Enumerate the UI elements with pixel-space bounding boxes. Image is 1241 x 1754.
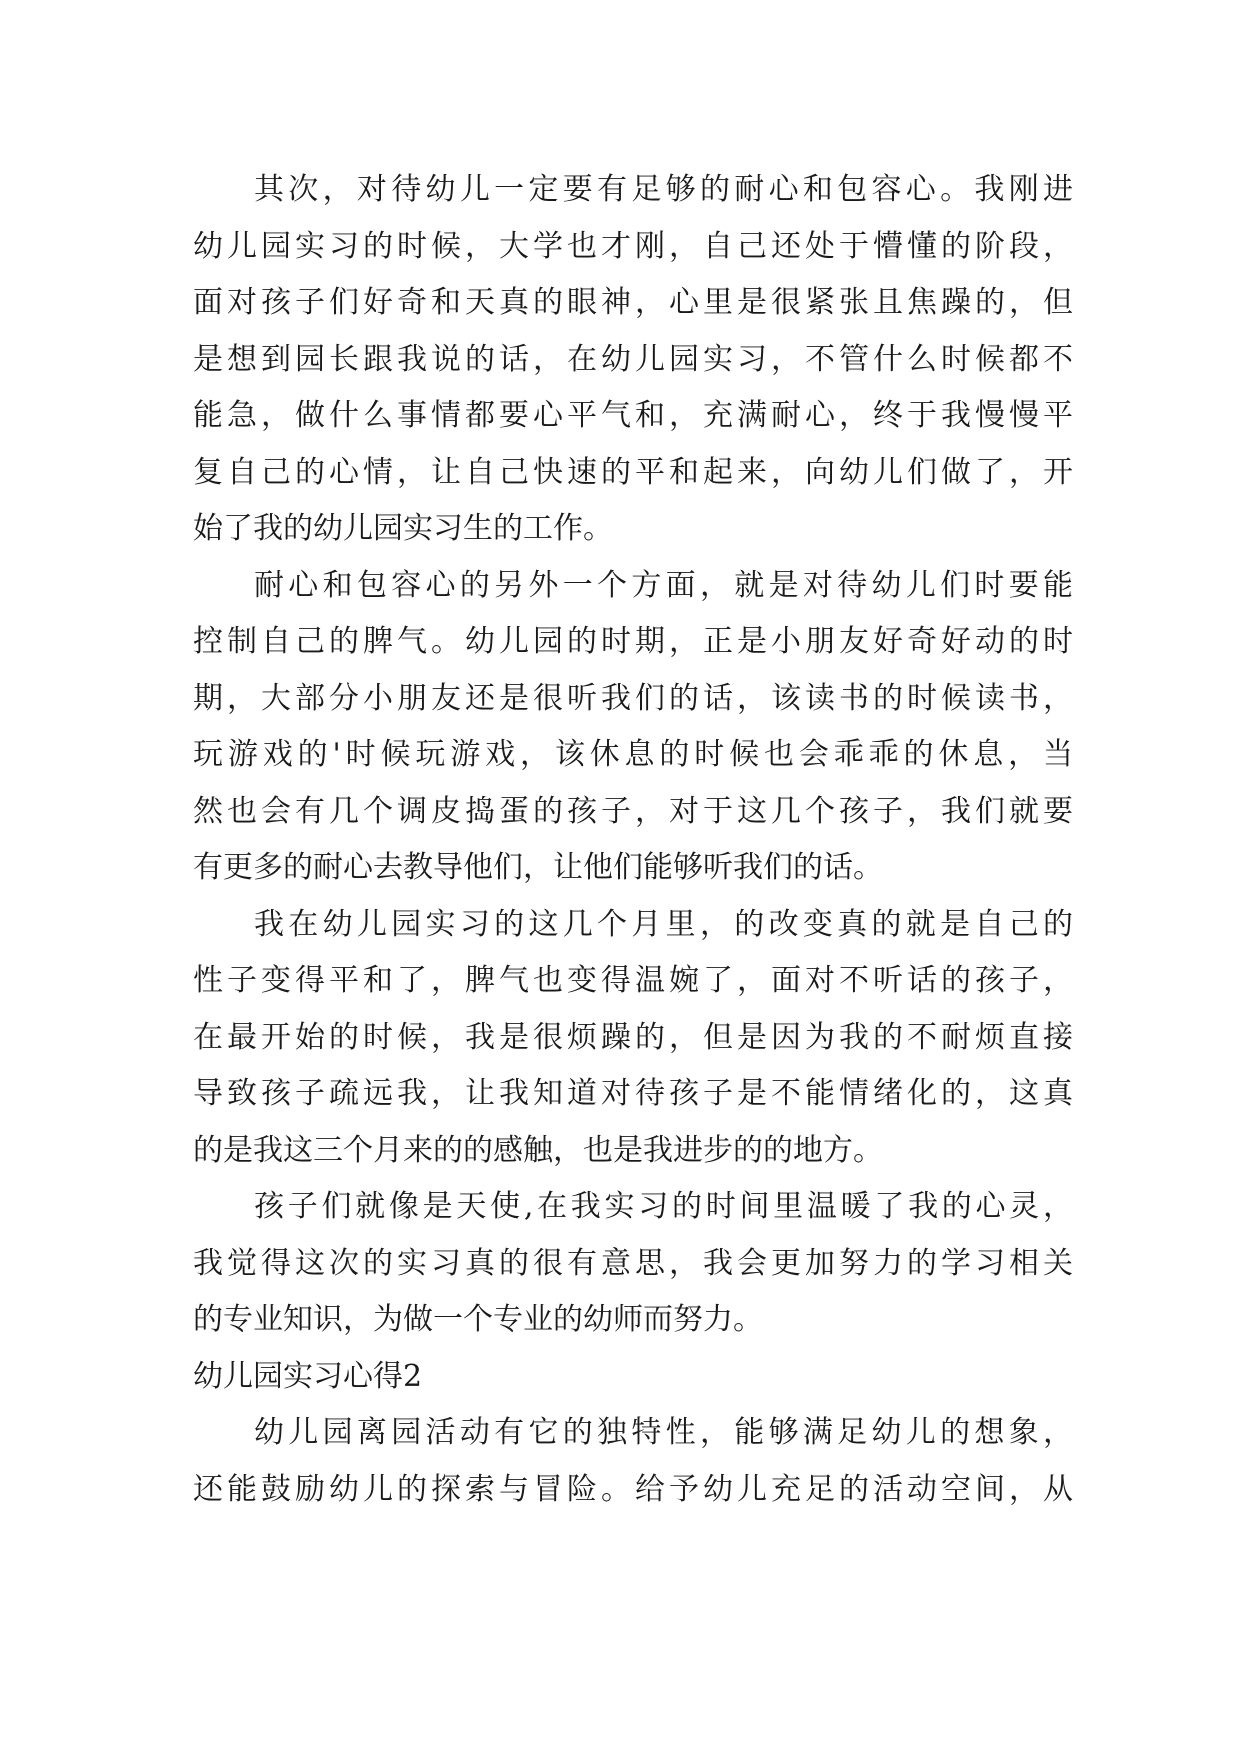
text-line: 玩游戏的'时候玩游戏，该休息的时候也会乖乖的休息，当 [193, 737, 1073, 772]
text-line: 然也会有几个调皮捣蛋的孩子，对于这几个孩子，我们就要 [193, 793, 1073, 829]
text-line: 导致孩子疏远我，让我知道对待孩子是不能情绪化的，这真 [193, 1076, 1073, 1111]
text-line: 有更多的耐心去教导他们，让他们能够听我们的话。 [193, 850, 883, 885]
text-line: 幼儿园实习的时候，大学也才刚，自己还处于懵懂的阶段， [193, 228, 1073, 264]
text-line: 我觉得这次的实习真的很有意思，我会更加努力的学习相关 [193, 1245, 1073, 1281]
text-line: 在最开始的时候，我是很烦躁的，但是因为我的不耐烦直接 [193, 1019, 1073, 1055]
text-line: 能急，做什么事情都要心平气和，充满耐心，终于我慢慢平 [193, 398, 1073, 433]
text-line: 性子变得平和了，脾气也变得温婉了，面对不听话的孩子， [193, 963, 1073, 998]
text-line: 孩子们就像是天使,在我实习的时间里温暖了我的心灵， [254, 1189, 1073, 1224]
paragraph-1 [193, 162, 1073, 558]
text-line: 的专业知识，为做一个专业的幼师而努力。 [193, 1302, 763, 1337]
paragraph-4 [193, 1179, 1073, 1349]
text-line: 耐心和包容心的另外一个方面，就是对待幼儿们时要能 [254, 567, 1073, 603]
paragraph-5 [193, 1405, 1073, 1518]
paragraph-2 [193, 558, 1073, 897]
paragraph-3 [193, 897, 1073, 1180]
section-heading: 幼儿园实习心得2 [193, 1358, 423, 1394]
document-body [193, 162, 1073, 1518]
text-line: 控制自己的脾气。幼儿园的时期，正是小朋友好奇好动的时 [193, 624, 1073, 659]
text-line: 复自己的心情，让自己快速的平和起来，向幼儿们做了，开 [193, 454, 1073, 490]
text-line: 的是我这三个月来的的感触，也是我进步的的地方。 [193, 1132, 883, 1168]
text-line: 始了我的幼儿园实习生的工作。 [193, 511, 613, 546]
text-line: 是想到园长跟我说的话，在幼儿园实习，不管什么时候都不 [193, 341, 1073, 377]
text-line: 其次，对待幼儿一定要有足够的耐心和包容心。我刚进 [254, 172, 1073, 207]
text-line: 期，大部分小朋友还是很听我们的话，该读书的时候读书， [193, 680, 1073, 716]
text-line: 我在幼儿园实习的这几个月里，的改变真的就是自己的 [254, 906, 1073, 942]
text-line: 还能鼓励幼儿的探索与冒险。给予幼儿充足的活动空间，从 [193, 1471, 1073, 1507]
text-line: 幼儿园离园活动有它的独特性，能够满足幼儿的想象， [254, 1415, 1073, 1450]
text-line: 面对孩子们好奇和天真的眼神，心里是很紧张且焦躁的，但 [193, 285, 1073, 320]
